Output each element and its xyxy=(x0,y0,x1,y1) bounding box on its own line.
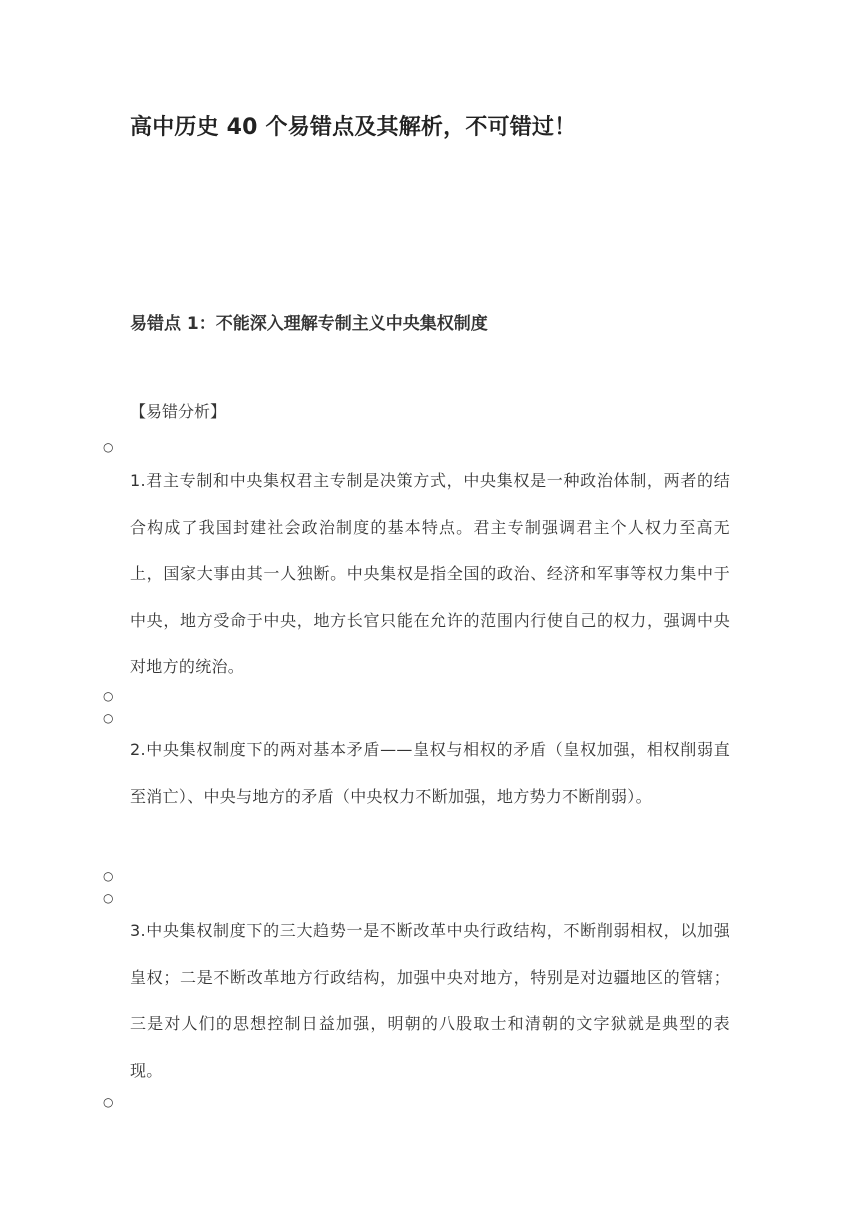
list-bullet-icon: ○ xyxy=(103,689,114,703)
list-bullet-icon: ○ xyxy=(103,1095,114,1109)
paragraph-1: 1.君主专制和中央集权君主专制是决策方式，中央集权是一种政治体制，两者的结合构成了我国封建社会政治制度的基本特点。君主专制强调君主个人权力至高无上，国家大事由其一人独断。中央集权是指全国的政治、经济和军事等权力集中于中央，地方受命于中央，地方长官只能在允许的范围内行使自己的权力，强调中央对地方的统治。 xyxy=(130,471,730,676)
list-bullet-icon: ○ xyxy=(103,869,114,883)
paragraph-3: 3.中央集权制度下的三大趋势一是不断改革中央行政结构，不断削弱相权，以加强皇权；二是不断改革地方行政结构，加强中央对地方，特别是对边疆地区的管辖；三是对人们的思想控制日益加强，明朝的八股取士和清朝的文字狱就是典型的表现。 xyxy=(130,921,730,1080)
list-bullet-icon: ○ xyxy=(103,891,114,905)
analysis-label: 【易错分析】 xyxy=(130,402,227,421)
paragraph-2: 2.中央集权制度下的两对基本矛盾——皇权与相权的矛盾（皇权加强，相权削弱直至消亡）、中央与地方的矛盾（中央权力不断加强，地方势力不断削弱）。 xyxy=(130,740,730,806)
error-point-heading: 易错点 1：不能深入理解专制主义中央集权制度 xyxy=(130,314,488,334)
list-bullet-icon: ○ xyxy=(103,711,114,725)
list-bullet-icon: ○ xyxy=(103,440,114,454)
document-title: 高中历史 40 个易错点及其解析，不可错过！ xyxy=(130,115,577,140)
